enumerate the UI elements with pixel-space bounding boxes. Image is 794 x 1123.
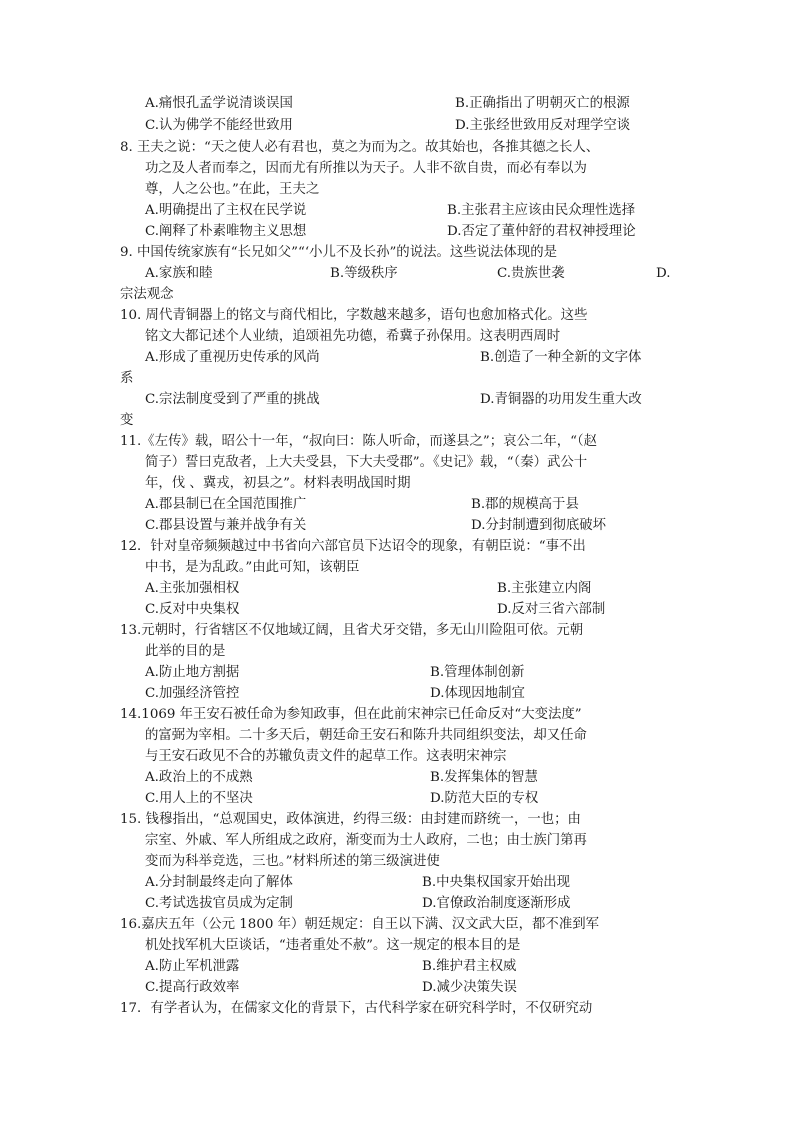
q10-option-b: B.创造了一种全新的文字体 [480, 350, 642, 365]
q15-stem-line-1: 15. 钱穆指出，“总观国史，政体演进，约得三级：由封建而跻统一，一也；由 [120, 812, 581, 827]
q12-option-b: B.主张建立内阁 [497, 581, 592, 596]
q10-stem-line-2: 铭文大都记述个人业绩，追颂祖先功德，希冀子孙保用。这表明西周时 [145, 329, 561, 344]
q8-option-c: C.阐释了朴素唯物主义思想 [145, 224, 307, 239]
q14-option-c: C.用人上的不坚决 [145, 791, 253, 806]
q13-stem-line-2: 此举的目的是 [145, 644, 226, 659]
q15-stem-line-3: 变而为科举竞选，三也。”材料所述的第三级演进使 [145, 854, 440, 869]
q16-stem-line-2: 机处找军机大臣谈话，“违者重处不赦”。这一规定的根本目的是 [145, 938, 521, 953]
q11-option-b: B.郡的规模高于县 [471, 497, 579, 512]
q10-stem-line-1: 10. 周代青铜器上的铭文与商代相比，字数越来越多，语句也愈加格式化。这些 [120, 308, 588, 323]
q9-option-d-continued: 宗法观念 [120, 287, 174, 302]
q14-option-d: D.防范大臣的专权 [430, 791, 539, 806]
q15-option-a: A.分封制最终走向了解体 [145, 875, 293, 890]
q11-stem-line-1: 11.《左传》载，昭公十一年，“叔向曰：陈人听命，而遂县之”；哀公二年，“（赵 [120, 434, 598, 449]
q14-stem-line-2: 的富弼为宰相。二十多天后，朝廷命王安石和陈升共同组织变法，却又任命 [145, 728, 587, 743]
q7-option-b: B.正确指出了明朝灭亡的根源 [455, 96, 630, 111]
q14-stem-line-3: 与王安石政见不合的苏辙负责文件的起草工作。这表明宋神宗 [145, 749, 507, 764]
q7-option-c: C.认为佛学不能经世致用 [145, 118, 293, 133]
q14-stem-line-1: 14.1069 年王安石被任命为参知政事，但在此前宋神宗已任命反对“大变法度” [120, 707, 582, 722]
q16-option-b: B.维护君主权威 [422, 959, 517, 974]
q9-option-c: C.贵族世袭 [497, 266, 565, 281]
q15-option-c: C.考试选拔官员成为定制 [145, 896, 293, 911]
q11-option-c: C.郡县设置与兼并战争有关 [145, 518, 307, 533]
q9-option-b: B.等级秩序 [330, 266, 398, 281]
q10-option-d: D.青铜器的功用发生重大改 [480, 392, 642, 407]
q13-option-a: A.防止地方割据 [145, 665, 240, 680]
q14-option-a: A.政治上的不成熟 [145, 770, 253, 785]
q8-option-a: A.明确提出了主权在民学说 [145, 203, 307, 218]
q9-option-d: D. [656, 266, 671, 281]
q8-option-d: D.否定了董仲舒的君权神授理论 [447, 224, 636, 239]
q11-stem-line-3: 年，伐 、冀戎，初县之”。材料表明战国时期 [145, 476, 411, 491]
q12-stem-line-2: 中书，是为乱政。”由此可知，该朝臣 [145, 560, 360, 575]
q16-option-d: D.减少决策失误 [422, 980, 517, 995]
q8-stem-line-2: 功之及人者而奉之，因而尤有所推以为天子。人非不欲自贵，而必有奉以为 [145, 161, 587, 176]
q12-option-d: D.反对三省六部制 [497, 602, 606, 617]
q8-option-b: B.主张君主应该由民众理性选择 [447, 203, 636, 218]
q15-option-d: D.官僚政治制度逐渐形成 [422, 896, 571, 911]
q11-stem-line-2: 简子）誓曰克敌者，上大夫受县，下大夫受郡”。《史记》载，“（秦）武公十 [145, 455, 588, 470]
q9-option-a: A.家族和睦 [145, 266, 213, 281]
q13-option-d: D.体现因地制宜 [430, 686, 525, 701]
q14-option-b: B.发挥集体的智慧 [430, 770, 538, 785]
q16-option-c: C.提高行政效率 [145, 980, 240, 995]
q13-option-b: B.管理体制创新 [430, 665, 525, 680]
q13-option-c: C.加强经济管控 [145, 686, 240, 701]
q12-option-c: C.反对中央集权 [145, 602, 240, 617]
q7-option-d: D.主张经世致用反对理学空谈 [455, 118, 631, 133]
q10-option-b-continued: 系 [120, 371, 134, 386]
q12-stem-line-1: 12．针对皇帝频频越过中书省向六部官员下达诏令的现象，有朝臣说：“事不出 [120, 539, 586, 554]
q16-option-a: A.防止军机泄露 [145, 959, 240, 974]
q16-stem-line-1: 16.嘉庆五年（公元 1800 年）朝廷规定：自王以下满、汉文武大臣，都不准到军 [120, 917, 599, 932]
q13-stem-line-1: 13.元朝时，行省辖区不仅地域辽阔，且省犬牙交错，多无山川险阻可依。元朝 [120, 623, 584, 638]
q8-stem-line-1: 8. 王夫之说：“天之使人必有君也，莫之为而为之。故其始也，各推其德之长人、 [120, 140, 600, 155]
q8-stem-line-3: 尊，人之公也。”在此，王夫之 [145, 182, 320, 197]
q10-option-d-continued: 变 [120, 413, 134, 428]
q10-option-c: C.宗法制度受到了严重的挑战 [145, 392, 320, 407]
q11-option-a: A.郡县制已在全国范围推广 [145, 497, 307, 512]
q7-option-a: A.痛恨孔孟学说清谈误国 [145, 96, 293, 111]
q15-stem-line-2: 宗室、外戚、军人所组成之政府，渐变而为士人政府，二也；由士族门第再 [145, 833, 587, 848]
q12-option-a: A.主张加强相权 [145, 581, 240, 596]
q11-option-d: D.分封制遭到彻底破坏 [471, 518, 607, 533]
q15-option-b: B.中央集权国家开始出现 [422, 875, 571, 890]
q17-stem-line-1: 17．有学者认为，在儒家文化的背景下，古代科学家在研究科学时，不仅研究动 [120, 1001, 593, 1016]
q10-option-a: A.形成了重视历史传承的风尚 [145, 350, 320, 365]
q9-stem: 9. 中国传统家族有“长兄如父”“‘小儿不及长孙”的说法。这些说法体现的是 [120, 245, 557, 260]
